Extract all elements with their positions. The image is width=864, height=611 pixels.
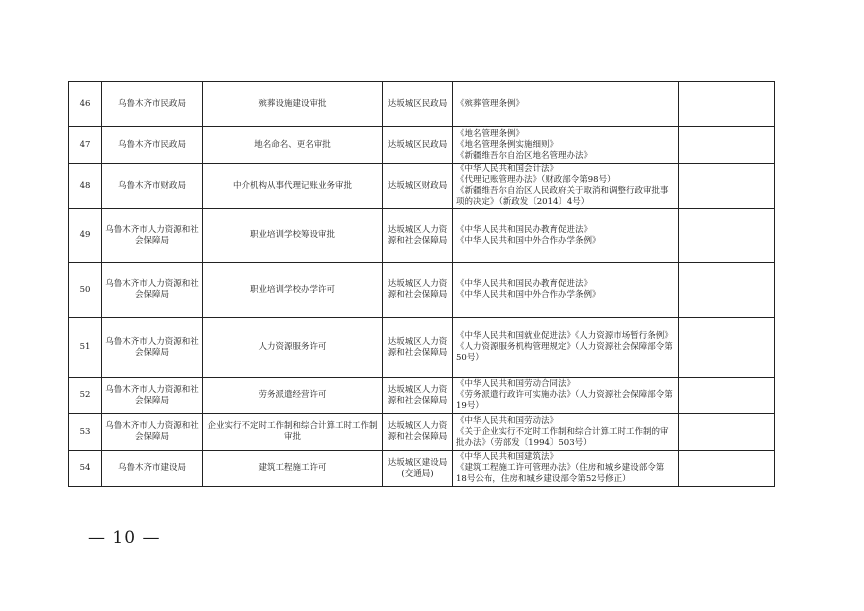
legal-basis-cell bbox=[453, 209, 679, 263]
department-cell: 乌鲁木齐市人力资源和社会保障局 bbox=[102, 209, 203, 263]
legal-basis-cell bbox=[453, 414, 679, 451]
legal-basis-line: 《人力资源服务机构管理规定》（人力资源社会保障部令第50号） bbox=[456, 342, 673, 363]
remarks-cell bbox=[679, 164, 775, 209]
department-cell: 乌鲁木齐市人力资源和社会保障局 bbox=[102, 263, 203, 318]
remarks-cell bbox=[679, 82, 775, 127]
remarks-cell bbox=[679, 378, 775, 414]
legal-basis-cell bbox=[453, 82, 679, 127]
approval-item-cell: 职业培训学校办学许可 bbox=[203, 263, 383, 318]
legal-basis-line: 《代理记账管理办法》（财政部令第98号） bbox=[456, 175, 616, 185]
remarks-cell bbox=[679, 263, 775, 318]
row-number: 48 bbox=[69, 164, 102, 209]
table-row bbox=[69, 318, 775, 378]
department-cell: 乌鲁木齐市民政局 bbox=[102, 127, 203, 164]
row-number: 47 bbox=[69, 127, 102, 164]
legal-basis-line: 《新疆维吾尔自治区地名管理办法》 bbox=[456, 150, 593, 161]
local-department-cell: 达坂城区人力资源和社会保障局 bbox=[383, 318, 453, 378]
legal-basis-line: 《中华人民共和国中外合作办学条例》 bbox=[456, 235, 601, 246]
legal-basis-line: 《中华人民共和国民办教育促进法》 bbox=[456, 279, 593, 289]
row-number: 50 bbox=[69, 263, 102, 318]
table-body bbox=[69, 82, 775, 487]
legal-basis-line: 《地名管理条例》 bbox=[456, 128, 525, 139]
department-cell: 乌鲁木齐市建设局 bbox=[102, 451, 203, 487]
legal-basis-line: 《中华人民共和国劳动合同法》 bbox=[456, 379, 576, 389]
department-cell: 乌鲁木齐市人力资源和社会保障局 bbox=[102, 414, 203, 451]
local-department-cell: 达坂城区人力资源和社会保障局 bbox=[383, 209, 453, 263]
remarks-cell bbox=[679, 414, 775, 451]
legal-basis-cell bbox=[453, 164, 679, 209]
department-cell: 乌鲁木齐市人力资源和社会保障局 bbox=[102, 378, 203, 414]
legal-basis-line: 《建筑工程施工许可管理办法》（住房和城乡建设部令第18号公布，住房和城乡建设部令第52号修正） bbox=[456, 463, 665, 484]
table-row bbox=[69, 378, 775, 414]
row-number: 53 bbox=[69, 414, 102, 451]
approval-item-cell: 劳务派遣经营许可 bbox=[203, 378, 383, 414]
legal-basis-line: 《中华人民共和国劳动法》 bbox=[456, 415, 559, 426]
row-number: 49 bbox=[69, 209, 102, 263]
approval-item-cell: 殡葬设施建设审批 bbox=[203, 82, 383, 127]
approval-items-table bbox=[68, 81, 775, 487]
legal-basis-cell bbox=[453, 127, 679, 164]
department-cell: 乌鲁木齐市财政局 bbox=[102, 164, 203, 209]
local-department-cell: 达坂城区民政局 bbox=[383, 82, 453, 127]
remarks-cell bbox=[679, 318, 775, 378]
legal-basis-cell bbox=[453, 378, 679, 414]
legal-basis-line: 《关于企业实行不定时工作制和综合计算工时工作制的审批办法》（劳部发〔1994〕503号） bbox=[456, 426, 669, 448]
approval-item-cell: 地名命名、更名审批 bbox=[203, 127, 383, 164]
local-department-cell: 达坂城区财政局 bbox=[383, 164, 453, 209]
legal-basis-line: 《中华人民共和国民办教育促进法》 bbox=[456, 224, 593, 235]
legal-basis-line: 《中华人民共和国中外合作办学条例》 bbox=[456, 290, 601, 300]
department-cell: 乌鲁木齐市人力资源和社会保障局 bbox=[102, 318, 203, 378]
row-number: 54 bbox=[69, 451, 102, 487]
legal-basis-line: 《地名管理条例实施细则》 bbox=[456, 139, 559, 150]
row-number: 51 bbox=[69, 318, 102, 378]
approval-item-cell: 建筑工程施工许可 bbox=[203, 451, 383, 487]
row-number: 52 bbox=[69, 378, 102, 414]
legal-basis-line: 《中华人民共和国建筑法》 bbox=[456, 452, 559, 462]
table-row bbox=[69, 451, 775, 487]
table-row bbox=[69, 82, 775, 127]
legal-basis-line: 《劳务派遣行政许可实施办法》（人力资源社会保障部令第19号） bbox=[456, 390, 673, 411]
table-row bbox=[69, 263, 775, 318]
page-number: — 10 — bbox=[88, 528, 161, 548]
department-cell: 乌鲁木齐市民政局 bbox=[102, 82, 203, 127]
approval-item-cell: 企业实行不定时工作制和综合计算工时工作制审批 bbox=[203, 414, 383, 451]
legal-basis-line: 《中华人民共和国就业促进法》《人力资源市场暂行条例》 bbox=[456, 331, 673, 341]
legal-basis-cell bbox=[453, 451, 679, 487]
local-department-cell: 达坂城区人力资源和社会保障局 bbox=[383, 378, 453, 414]
legal-basis-line: 《中华人民共和国会计法》 bbox=[456, 164, 559, 174]
approval-item-cell: 职业培训学校筹设审批 bbox=[203, 209, 383, 263]
row-number: 46 bbox=[69, 82, 102, 127]
legal-basis-line: 《新疆维吾尔自治区人民政府关于取消和调整行政审批事项的决定》（新政发〔2014〕4号） bbox=[456, 186, 669, 207]
table-row bbox=[69, 164, 775, 209]
table-row bbox=[69, 127, 775, 164]
legal-basis-cell bbox=[453, 263, 679, 318]
remarks-cell bbox=[679, 209, 775, 263]
local-department-cell: 达坂城区人力资源和社会保障局 bbox=[383, 414, 453, 451]
local-department-cell: 达坂城区建设局(交通局) bbox=[383, 451, 453, 487]
remarks-cell bbox=[679, 451, 775, 487]
legal-basis-line: 《殡葬管理条例》 bbox=[456, 98, 525, 109]
remarks-cell bbox=[679, 127, 775, 164]
approval-item-cell: 中介机构从事代理记账业务审批 bbox=[203, 164, 383, 209]
local-department-cell: 达坂城区人力资源和社会保障局 bbox=[383, 263, 453, 318]
legal-basis-cell bbox=[453, 318, 679, 378]
approval-item-cell: 人力资源服务许可 bbox=[203, 318, 383, 378]
table-row bbox=[69, 209, 775, 263]
local-department-cell: 达坂城区民政局 bbox=[383, 127, 453, 164]
table-row bbox=[69, 414, 775, 451]
